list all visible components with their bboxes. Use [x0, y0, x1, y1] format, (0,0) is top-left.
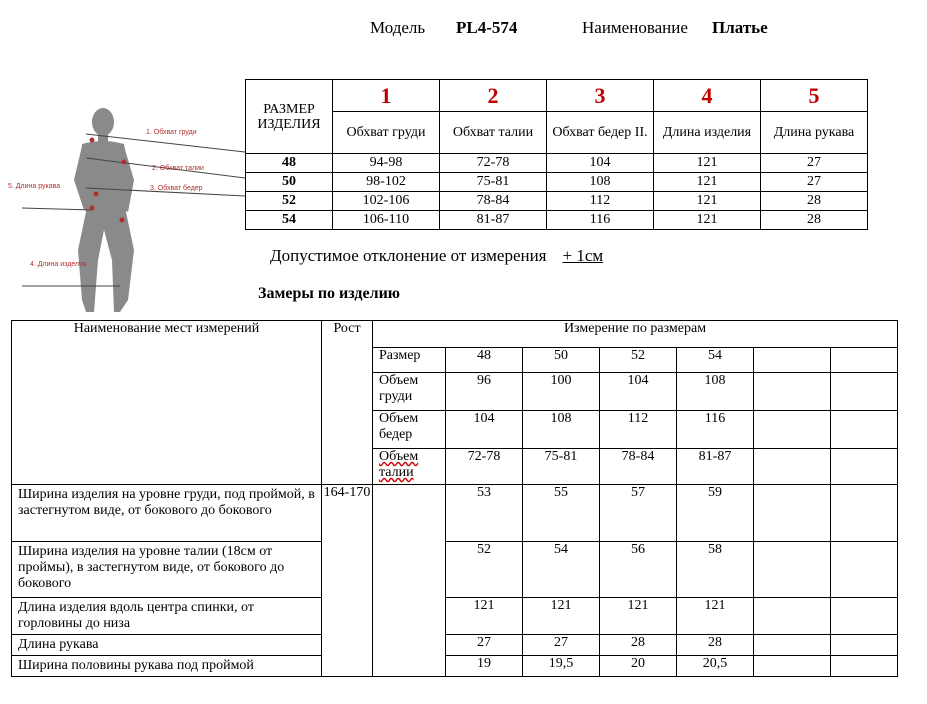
table-row [12, 656, 898, 677]
table-cell: 78-84 [440, 192, 547, 211]
tolerance-value: + 1см [562, 246, 604, 265]
table-cell: 121 [677, 598, 754, 635]
table-cell [754, 411, 831, 449]
table-cell: 104 [446, 411, 523, 449]
table-cell: 72-78 [446, 449, 523, 485]
column-number-3: 3 [547, 80, 654, 112]
table-row [246, 211, 868, 230]
table-cell: 55 [523, 485, 600, 542]
table-cell [831, 598, 898, 635]
table-cell: 121 [600, 598, 677, 635]
figure-label-hips: 3. Обхват бедер [150, 185, 203, 192]
table-cell: 78-84 [600, 449, 677, 485]
table-cell: 75-81 [523, 449, 600, 485]
table-cell: 94-98 [333, 154, 440, 173]
sub-label: Объем груди [373, 373, 446, 411]
column-number-1: 1 [333, 80, 440, 112]
table-cell: 96 [446, 373, 523, 411]
table-cell: 81-87 [440, 211, 547, 230]
height-header: Рост [322, 321, 373, 485]
table-cell: 72-78 [440, 154, 547, 173]
table-cell: 28 [600, 635, 677, 656]
size-cell: 54 [246, 211, 333, 230]
table-cell: 54 [677, 348, 754, 373]
column-label-chest: Обхват груди [333, 112, 440, 154]
table-cell [831, 542, 898, 598]
sizes-header: Измерение по размерам [373, 321, 898, 348]
table-cell [831, 485, 898, 542]
table-cell: 52 [446, 542, 523, 598]
table-cell: 112 [600, 411, 677, 449]
table-cell: 27 [761, 154, 868, 173]
product-name-label: Наименование [582, 18, 688, 37]
section-title: Замеры по изделию [258, 285, 401, 302]
table-cell: 121 [654, 192, 761, 211]
size-cell: 48 [246, 154, 333, 173]
table-cell: 19,5 [523, 656, 600, 677]
table-cell: 108 [677, 373, 754, 411]
sub-label-text: Объем талии [379, 449, 419, 480]
table-cell [754, 635, 831, 656]
measurement-label: Длина рукава [12, 635, 322, 656]
table-cell [831, 373, 898, 411]
table-cell: 104 [547, 154, 654, 173]
table-cell: 108 [523, 411, 600, 449]
table-row [246, 154, 868, 173]
figure-label-sleeve: 5. Длина рукава [8, 183, 61, 190]
figure-label-chest: 1. Обхват груди [146, 129, 197, 136]
table-cell: 27 [523, 635, 600, 656]
table-cell [831, 348, 898, 373]
column-number-2: 2 [440, 80, 547, 112]
table-cell: 28 [761, 192, 868, 211]
table-cell [831, 449, 898, 485]
table-cell [831, 411, 898, 449]
size-header: РАЗМЕР ИЗДЕЛИЯ [246, 80, 333, 154]
table-cell: 108 [547, 173, 654, 192]
table-row [12, 485, 898, 542]
column-label-length: Длина изделия [654, 112, 761, 154]
table-cell: 106-110 [333, 211, 440, 230]
height-value: 164-170 [322, 485, 373, 677]
size-chart-table [245, 79, 868, 230]
table-cell: 20 [600, 656, 677, 677]
column-label-waist: Обхват талии [440, 112, 547, 154]
measurement-label: Ширина изделия на уровне талии (18см от проймы), в застегнутом виде, от бокового до бокового [12, 542, 322, 598]
model-label: Модель [370, 18, 426, 37]
table-cell: 81-87 [677, 449, 754, 485]
table-cell: 121 [523, 598, 600, 635]
tolerance-text: Допустимое отклонение от измерения [270, 246, 547, 265]
product-name-value: Платье [712, 18, 768, 37]
table-cell: 20,5 [677, 656, 754, 677]
column-number-4: 4 [654, 80, 761, 112]
place-header: Наименование мест измерений [12, 321, 322, 485]
table-row [12, 635, 898, 656]
model-value: PL4-574 [456, 18, 518, 37]
table-cell [754, 598, 831, 635]
table-row [12, 542, 898, 598]
table-cell [754, 542, 831, 598]
table-cell: 121 [446, 598, 523, 635]
table-cell [754, 449, 831, 485]
table-cell: 27 [761, 173, 868, 192]
table-cell: 100 [523, 373, 600, 411]
table-cell [831, 635, 898, 656]
column-label-sleeve: Длина рукава [761, 112, 868, 154]
table-cell: 56 [600, 542, 677, 598]
measurement-label: Ширина половины рукава под проймой [12, 656, 322, 677]
table-cell: 116 [547, 211, 654, 230]
table-cell: 52 [600, 348, 677, 373]
table-cell [831, 656, 898, 677]
table-cell [754, 373, 831, 411]
table-cell: 58 [677, 542, 754, 598]
size-cell: 50 [246, 173, 333, 192]
column-number-5: 5 [761, 80, 868, 112]
table-cell: 28 [761, 211, 868, 230]
table-cell [754, 348, 831, 373]
size-cell: 52 [246, 192, 333, 211]
sub-label: Размер [373, 348, 446, 373]
table-cell [754, 656, 831, 677]
table-cell: 53 [446, 485, 523, 542]
table-cell: 121 [654, 154, 761, 173]
table-cell: 98-102 [333, 173, 440, 192]
table-cell: 54 [523, 542, 600, 598]
table-cell [754, 485, 831, 542]
sub-label [373, 449, 446, 485]
table-cell: 121 [654, 173, 761, 192]
table-cell: 102-106 [333, 192, 440, 211]
table-cell: 19 [446, 656, 523, 677]
figure-label-waist: 2. Обхват талии [152, 165, 204, 172]
sub-label: Объем бедер [373, 411, 446, 449]
table-cell: 104 [600, 373, 677, 411]
body-measurement-figure [0, 100, 245, 315]
table-row [246, 173, 868, 192]
table-cell: 59 [677, 485, 754, 542]
table-cell: 121 [654, 211, 761, 230]
table-cell: 116 [677, 411, 754, 449]
measurement-label: Длина изделия вдоль центра спинки, от горловины до низа [12, 598, 322, 635]
column-label-hips: Обхват бедер II. [547, 112, 654, 154]
table-cell: 28 [677, 635, 754, 656]
table-cell: 112 [547, 192, 654, 211]
blank-cell [373, 485, 446, 677]
tolerance-note [270, 246, 603, 266]
measurement-label: Ширина изделия на уровне груди, под проймой, в застегнутом виде, от бокового до бокового [12, 485, 322, 542]
table-row [12, 598, 898, 635]
table-cell: 48 [446, 348, 523, 373]
table-row [246, 192, 868, 211]
measurements-table [11, 320, 898, 677]
table-cell: 50 [523, 348, 600, 373]
table-cell: 57 [600, 485, 677, 542]
table-cell: 27 [446, 635, 523, 656]
figure-label-length: 4. Длина изделия [30, 261, 87, 268]
table-cell: 75-81 [440, 173, 547, 192]
